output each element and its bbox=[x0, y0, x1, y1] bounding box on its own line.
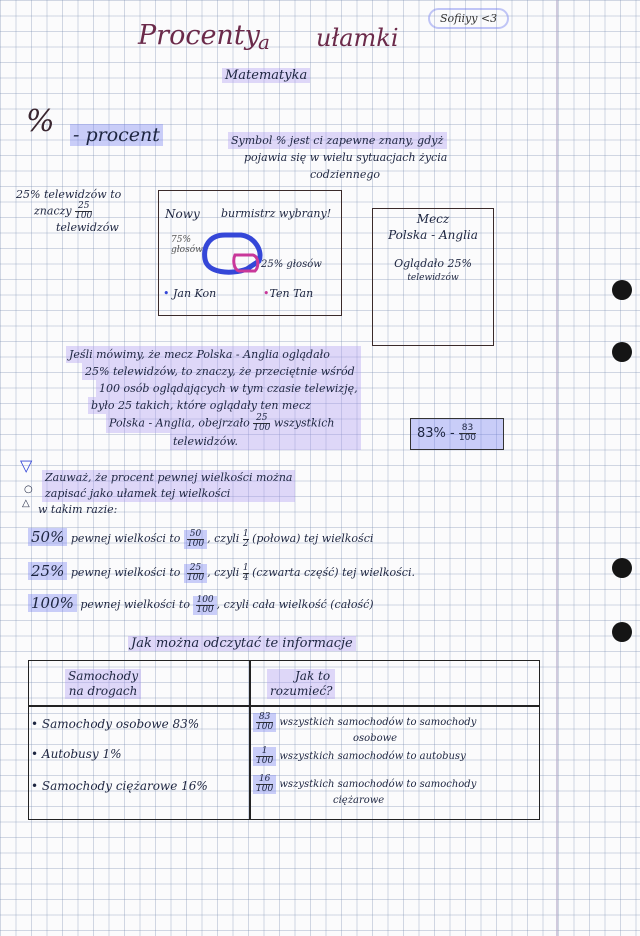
binder-hole bbox=[612, 558, 632, 578]
author-signature: Sofiiyy <3 bbox=[428, 8, 509, 29]
explanation-line: telewidzów. bbox=[170, 433, 361, 450]
side-note bbox=[16, 188, 121, 235]
circle-icon: ○ bbox=[24, 484, 33, 495]
table-row-explanation: $\frac{1}{100}$ wszystkich samochodów to autobusy bbox=[253, 747, 466, 766]
notice-line: zapisać jako ułamek tej wielkości bbox=[42, 486, 295, 502]
example-row: 100% pewnej wielkości to $\frac{100}{100}$ , czyli cała wielkość (całość) bbox=[28, 594, 374, 615]
title-word-1: Procenty bbox=[138, 20, 260, 51]
mayor-right-label: 25% głosów bbox=[261, 259, 322, 270]
mayor-title-b: burmistrz wybrany! bbox=[221, 207, 332, 220]
small-triangle-icon: △ bbox=[22, 498, 30, 509]
table-heading: Jak można odczytać te informacje bbox=[128, 636, 356, 651]
mayor-left-label: 75% głosów bbox=[171, 235, 203, 255]
explanation-line: wszystkich bbox=[273, 416, 335, 430]
side-note-fraction: $\frac{25}{100}$ bbox=[75, 201, 93, 221]
candidate-2: •Ten Tan bbox=[263, 287, 314, 300]
match-news-box bbox=[372, 208, 494, 346]
explanation bbox=[66, 346, 361, 450]
mayor-news-box bbox=[158, 190, 342, 316]
page-margin-line bbox=[556, 0, 558, 936]
column-header-2: Jak to rozumieć? bbox=[267, 669, 335, 699]
example-row: 50% pewnej wielkości to $\frac{50}{100}$ , czyli $\frac{1}{2}$ (połowa) tej wielkości bbox=[28, 528, 373, 549]
table-row: • Autobusy 1% bbox=[31, 747, 122, 761]
binder-hole bbox=[612, 622, 632, 642]
explanation-line: 100 osób oglądających w tym czasie telewizję, bbox=[96, 380, 361, 397]
match-result: Oglądało 25% telewidzów bbox=[394, 257, 472, 283]
percent-example-box: 83% - $\frac{83}{100}$ bbox=[410, 418, 504, 450]
explanation-line: Jeśli mówimy, że mecz Polska - Anglia oglądało bbox=[66, 346, 361, 363]
notice-line: w takim razie: bbox=[38, 503, 118, 516]
title-word-3: ułamki bbox=[316, 24, 399, 52]
column-header-1: Samochody na drogach bbox=[65, 669, 141, 699]
explanation-line: Polska - Anglia, obejrzało bbox=[109, 416, 250, 430]
symbol-note-line: pojawia się w wielu sytuacjach życia bbox=[244, 151, 448, 164]
percent-word: - procent bbox=[70, 124, 163, 146]
votes-diagram bbox=[201, 231, 267, 281]
example-row: 25% pewnej wielkości to $\frac{25}{100}$ , czyli $\frac{1}{4}$ (czwarta część) tej wielkości. bbox=[28, 562, 415, 583]
side-note-line: telewidzów bbox=[56, 221, 119, 234]
explanation-line: 25% telewidzów, to znaczy, że przeciętnie wśród bbox=[82, 363, 361, 380]
match-title: Mecz Polska - Anglia bbox=[388, 212, 478, 242]
candidate-1: • Jan Kon bbox=[163, 287, 217, 300]
binder-hole bbox=[612, 342, 632, 362]
title-word-2: a bbox=[258, 30, 270, 54]
symbol-note-line: codziennego bbox=[310, 168, 380, 181]
table-row: • Samochody ciężarowe 16% bbox=[31, 779, 208, 793]
explanation-fraction: $\frac{25}{100}$ bbox=[253, 413, 271, 433]
table-row: • Samochody osobowe 83% bbox=[31, 717, 200, 731]
table-row-explanation: $\frac{16}{100}$ wszystkich samochodów to samochody ciężarowe bbox=[253, 775, 476, 807]
explanation-line: było 25 takich, które oglądały ten mecz bbox=[88, 397, 361, 414]
table-row-explanation: $\frac{83}{100}$ wszystkich samochodów to samochody osobowe bbox=[253, 713, 476, 745]
table-divider bbox=[249, 661, 251, 819]
symbol-note bbox=[228, 132, 447, 183]
box-fraction: $\frac{83}{100}$ bbox=[458, 423, 477, 443]
info-table bbox=[28, 660, 540, 820]
side-note-line: 25% telewidzów to bbox=[16, 188, 122, 201]
notice-line: Zauważ, że procent pewnej wielkości można bbox=[42, 470, 295, 486]
table-divider bbox=[29, 705, 539, 707]
percent-symbol: % bbox=[26, 104, 55, 139]
subject-label: Matematyka bbox=[222, 68, 310, 83]
side-note-line: znaczy bbox=[34, 204, 72, 218]
binder-hole bbox=[612, 280, 632, 300]
triangle-icon: ▽ bbox=[20, 456, 33, 475]
notice bbox=[38, 470, 295, 518]
mayor-title-a: Nowy bbox=[165, 207, 200, 221]
symbol-note-line: Symbol % jest ci zapewne znany, gdyż bbox=[228, 132, 447, 149]
